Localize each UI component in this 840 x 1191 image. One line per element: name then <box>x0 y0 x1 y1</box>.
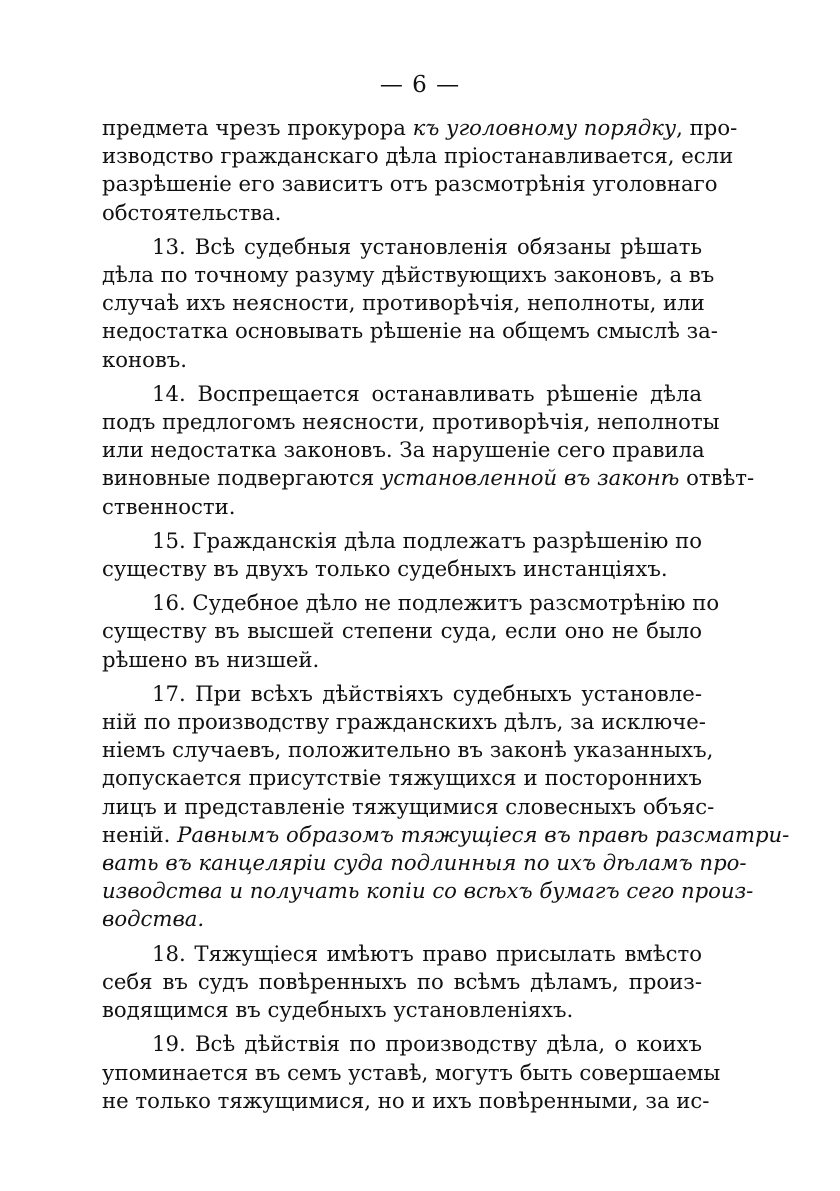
text-segment: предмета чрезъ прокурора <box>102 115 413 140</box>
text-line <box>102 940 702 968</box>
text-line <box>102 1059 721 1087</box>
paragraph <box>102 527 702 583</box>
paragraph <box>102 589 720 674</box>
text-line <box>102 877 754 905</box>
text-segment: недостатка основывать рѣшеніе на общемъ смыслѣ за- <box>102 318 718 344</box>
text-line <box>102 170 718 198</box>
text-line <box>102 346 702 374</box>
italic-text: къ уголовному порядку <box>412 115 677 140</box>
text-line <box>102 821 790 849</box>
text-line <box>102 996 702 1024</box>
text-line <box>102 589 720 617</box>
text-segment: допускается присутствіе тяжущихся и постороннихъ <box>102 765 702 791</box>
text-line <box>102 708 706 736</box>
text-segment: разрѣшеніе его зависитъ отъ разсмотрѣнія уголовнаго <box>102 171 718 197</box>
text-line <box>102 736 714 764</box>
italic-text: установленной въ законѣ <box>380 465 680 491</box>
page-text <box>102 114 790 1121</box>
text-segment: , про- <box>676 115 738 140</box>
text-segment: ніемъ случаевъ, положительно въ законѣ указанныхъ, <box>102 737 714 763</box>
text-segment: 16. Судебное дѣло не подлежитъ разсмотрѣнію по <box>152 590 720 616</box>
page-number: — 6 — <box>379 72 461 98</box>
text-line <box>102 142 734 170</box>
text-segment: ній по производству гражданскихъ дѣлъ, за исключе- <box>102 709 706 735</box>
text-segment: изводство гражданскаго дѣла пріостанавливается, если <box>102 143 734 169</box>
text-line <box>102 680 702 708</box>
text-line <box>102 968 702 996</box>
text-segment: 17. При всѣхъ дѣйствіяхъ судебныхъ установле- <box>152 680 702 706</box>
text-segment: или недостатка законовъ. За нарушеніе сего правила <box>102 437 705 463</box>
text-segment: лицъ и представленіе тяжущимися словесныхъ объяс- <box>102 793 715 819</box>
text-line <box>102 408 720 436</box>
text-line <box>102 1087 710 1115</box>
text-line <box>102 646 702 674</box>
text-segment: 18. Тяжущіеся имѣютъ право присылать вмѣсто <box>152 940 702 966</box>
text-segment: рѣшено въ низшей. <box>102 646 320 672</box>
text-segment: 13. Всѣ судебныя установленія обязаны рѣшать <box>152 233 702 259</box>
text-segment: существу въ двухъ только судебныхъ инстанціяхъ. <box>102 556 668 582</box>
text-line <box>102 849 747 877</box>
text-segment: случаѣ ихъ неясности, противорѣчія, неполноты, или <box>102 290 705 316</box>
paragraph <box>102 1030 721 1115</box>
text-segment: 15. Гражданскія дѣла подлежатъ разрѣшенію по <box>152 527 702 553</box>
italic-text: вать въ канцеляріи суда подлинныя по ихъ дѣламъ про- <box>102 850 747 876</box>
text-segment: виновные подвергаются <box>102 465 381 491</box>
text-segment: водящимся въ судебныхъ установленіяхъ. <box>102 997 574 1023</box>
text-segment: существу въ высшей степени суда, если оно не было <box>102 618 702 644</box>
text-segment: подъ предлогомъ неясности, противорѣчія, неполноты <box>102 409 720 435</box>
text-segment: 19. Всѣ дѣйствія по производству дѣла, о коихъ <box>152 1031 702 1057</box>
text-line <box>102 617 702 645</box>
text-line <box>102 793 715 821</box>
text-line <box>102 436 705 464</box>
paragraph <box>102 680 790 934</box>
text-line <box>102 289 705 317</box>
text-line <box>102 233 702 261</box>
paragraph <box>102 114 738 227</box>
text-segment: дѣла по точному разуму дѣйствующихъ законовъ, а въ <box>102 262 715 288</box>
text-line <box>102 114 738 142</box>
text-line <box>102 199 702 227</box>
text-line <box>102 905 702 933</box>
paragraph <box>102 380 755 521</box>
text-line <box>102 493 702 521</box>
text-line <box>102 464 755 492</box>
text-segment: неній. <box>102 821 178 847</box>
text-segment: ственности. <box>102 493 236 519</box>
text-line <box>102 261 715 289</box>
italic-text: водства. <box>102 906 205 932</box>
text-line <box>102 555 702 583</box>
text-segment: обстоятельства. <box>102 199 282 225</box>
text-line <box>102 380 702 408</box>
text-line <box>102 764 702 792</box>
paragraph <box>102 233 718 374</box>
text-segment: коновъ. <box>102 346 188 372</box>
text-segment: отвѣт- <box>679 465 755 491</box>
text-segment: не только тяжущимися, но и ихъ повѣренными, за ис- <box>102 1087 710 1113</box>
text-segment: 14. Воспрещается останавливать рѣшеніе дѣла <box>152 380 702 406</box>
paragraph <box>102 940 702 1025</box>
text-line <box>102 527 702 555</box>
text-segment: себя въ судъ повѣренныхъ по всѣмъ дѣламъ, произ- <box>102 968 702 994</box>
italic-text: Равнымъ образомъ тяжущіеся въ правѣ разсматри- <box>177 821 790 847</box>
text-line <box>102 317 718 345</box>
text-segment: упоминается въ семъ уставѣ, могутъ быть совершаемы <box>102 1059 721 1085</box>
text-line <box>102 1030 702 1058</box>
italic-text: изводства и получать копіи со всѣхъ бумагъ сего произ- <box>102 878 754 904</box>
